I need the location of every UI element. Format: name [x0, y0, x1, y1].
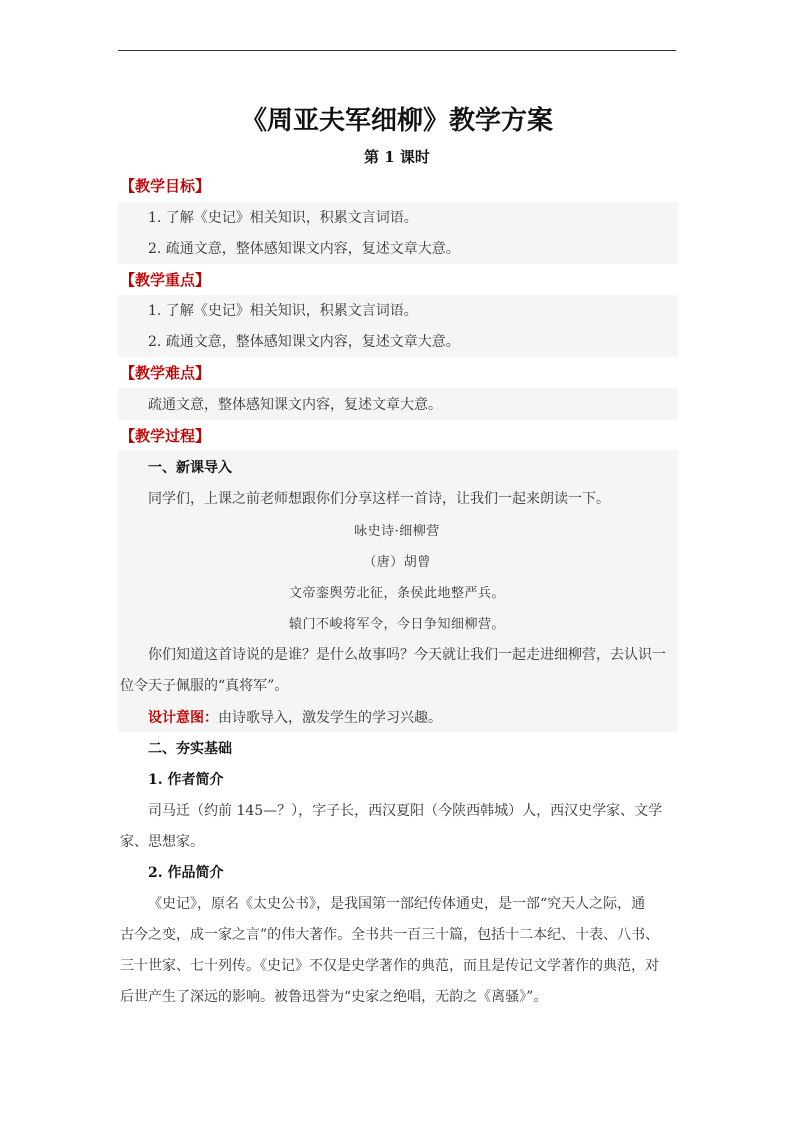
part1-title: 一、新课导入: [148, 460, 232, 476]
poem-line-1: 文帝銮舆劳北征，条侯此地整严兵。: [288, 586, 505, 601]
work-text-line2: 古今之变，成一家之言”的伟大著作。全书共一百三十篇，包括十二本纪、十表、八书、: [120, 927, 660, 943]
goals-heading: 【教学目标】: [120, 177, 211, 195]
poem-line-2: 辕门不峻将军令，今日争知细柳营。: [288, 617, 505, 632]
header-rule: [118, 50, 676, 51]
keypoints-heading: 【教学重点】: [120, 271, 211, 289]
goal-item-2: 2. 疏通文意，整体感知课文内容，复述文章大意。: [148, 241, 460, 257]
lesson-subtitle: 第 1 课时: [364, 148, 430, 166]
part2-title: 二、夯实基础: [148, 741, 232, 757]
design-intent-text: 由诗歌导入，激发学生的学习兴趣。: [218, 710, 442, 726]
work-text-line3: 三十世家、七十列传。《史记》不仅是史学著作的典范，而且是传记文学著作的典范，对: [120, 958, 659, 974]
author-text-line1: 司马迁（约前 145—？），字子长，西汉夏阳（今陕西韩城）人，西汉史学家、文学: [148, 803, 663, 819]
difficulties-heading: 【教学难点】: [120, 364, 211, 382]
author-text-line2: 家、思想家。: [120, 834, 204, 850]
part1-paragraph-line1: 你们知道这首诗说的是谁？是什么故事吗？今天就让我们一起走进细柳营，去认识一: [148, 647, 666, 663]
goal-item-1: 1. 了解《史记》相关知识，积累文言词语。: [148, 210, 418, 226]
keypoint-item-1: 1. 了解《史记》相关知识，积累文言词语。: [148, 303, 418, 319]
work-heading: 2. 作品简介: [148, 865, 224, 881]
work-text-line1: 《史记》，原名《太史公书》，是我国第一部纪传体通史，是一部“究天人之际，通: [148, 896, 646, 912]
process-heading: 【教学过程】: [120, 427, 211, 445]
poem-author: （唐）胡曾: [363, 555, 431, 570]
part1-intro: 同学们，上课之前老师想跟你们分享这样一首诗，让我们一起来朗读一下。: [148, 491, 610, 507]
work-text-line4: 后世产生了深远的影响。被鲁迅誉为“史家之绝唱，无韵之《离骚》”。: [120, 989, 548, 1005]
difficulties-text: 疏通文意，整体感知课文内容，复述文章大意。: [148, 397, 442, 413]
author-heading: 1. 作者简介: [148, 772, 224, 788]
document-title: 《周亚夫军细柳》教学方案: [240, 106, 553, 136]
design-intent: [148, 707, 442, 727]
part1-paragraph-line2: 位令天子佩服的“真将军”。: [120, 678, 289, 694]
keypoint-item-2: 2. 疏通文意，整体感知课文内容，复述文章大意。: [148, 334, 460, 350]
design-intent-label: 设计意图：: [148, 710, 218, 726]
poem-title: 咏史诗·细柳营: [354, 524, 440, 539]
